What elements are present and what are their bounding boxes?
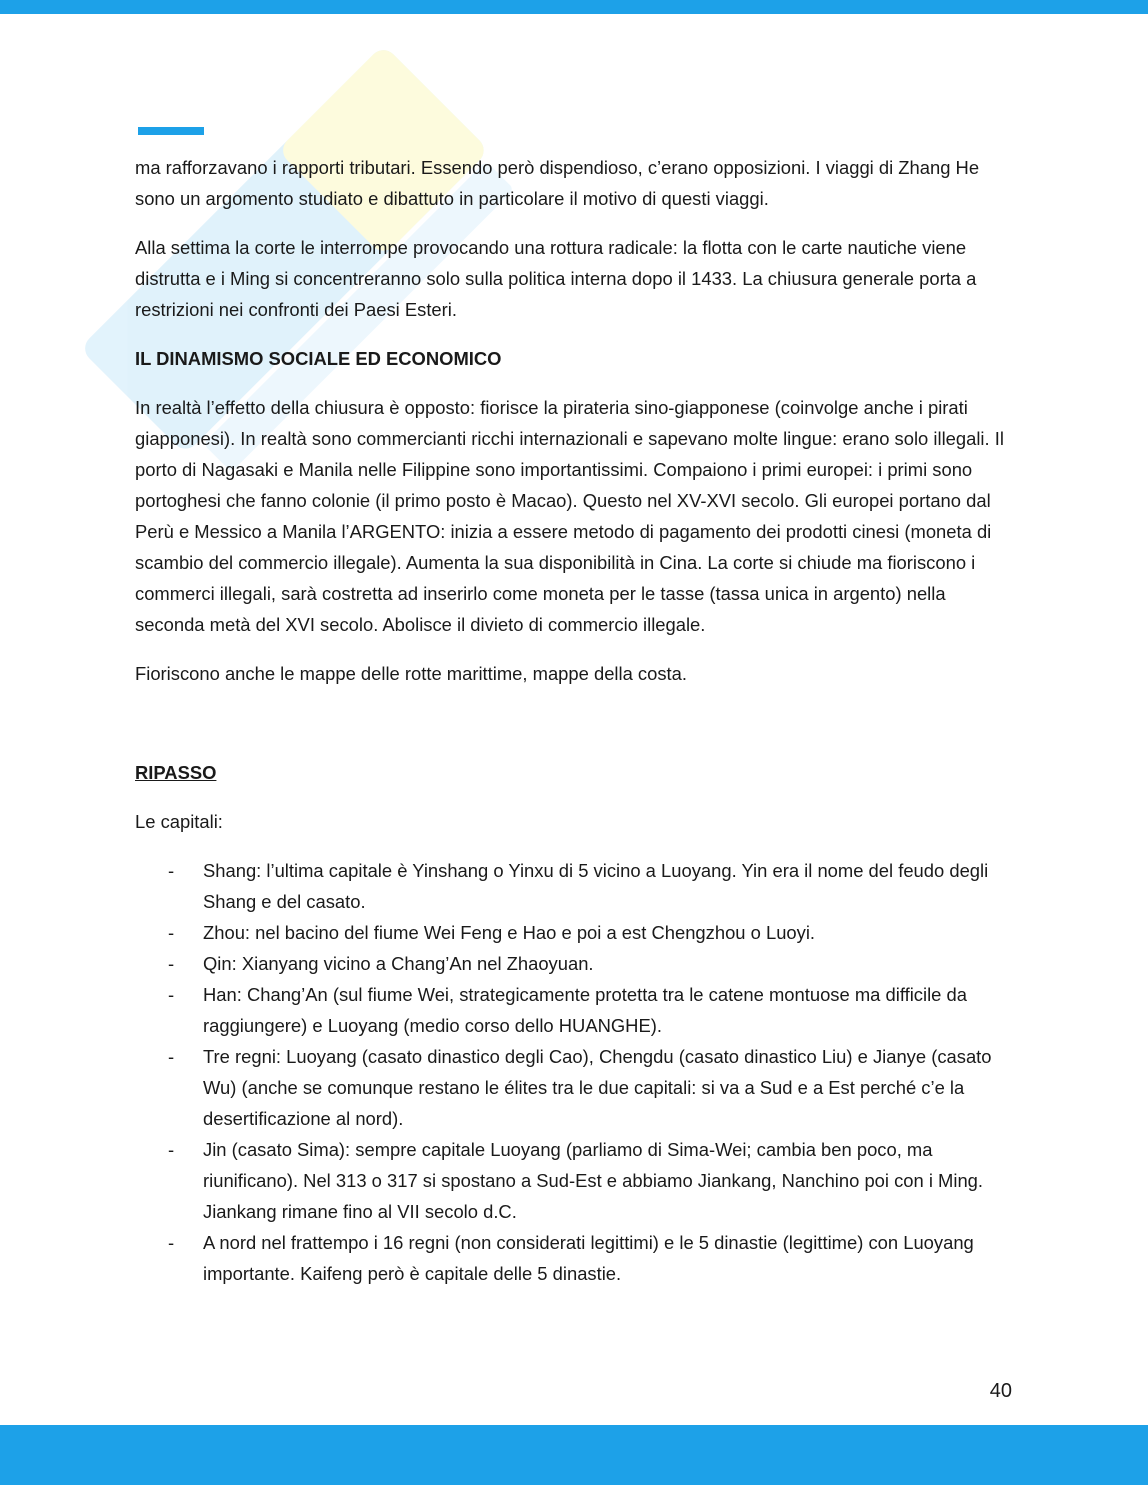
list-bullet: -	[168, 1046, 175, 1067]
list-bullet: -	[168, 922, 175, 943]
list-item-text: Qin: Xianyang vicino a Chang’An nel Zhaoyuan.	[203, 953, 594, 974]
list-bullet: -	[168, 953, 175, 974]
section-accent-dash	[138, 127, 204, 135]
page-number: 40	[989, 1380, 1012, 1402]
list-item-text: Han: Chang’An (sul fiume Wei, strategicamente protetta tra le catene montuose ma difficile da raggiungere) e Luoyang (medio corso dello HUANGHE).	[203, 984, 967, 1036]
list-item	[135, 979, 1015, 1041]
list-item-text: Zhou: nel bacino del fiume Wei Feng e Hao e poi a est Chengzhou o Luoyi.	[203, 922, 816, 943]
spacer	[135, 707, 1015, 757]
bottom-accent-bar	[0, 1425, 1148, 1485]
list-item-text: A nord nel frattempo i 16 regni (non considerati legittimi) e le 5 dinastie (legittime) con Luoyang importante. Kaifeng però è capitale delle 5 dinastie.	[203, 1232, 974, 1284]
list-item-text: Shang: l’ultima capitale è Yinshang o Yinxu di 5 vicino a Luoyang. Yin era il nome del feudo degli Shang e del casato.	[203, 860, 989, 912]
list-bullet: -	[168, 1139, 175, 1160]
list-bullet: -	[168, 984, 175, 1005]
capitals-list	[135, 855, 1015, 1289]
heading-social-economic-dynamism: IL DINAMISMO SOCIALE ED ECONOMICO	[135, 348, 502, 369]
top-accent-bar	[0, 0, 1148, 14]
list-item	[135, 917, 1015, 948]
list-item	[135, 1041, 1015, 1134]
paragraph-maritime-maps: Fioriscono anche le mappe delle rotte marittime, mappe della costa.	[135, 663, 687, 684]
list-item	[135, 948, 1015, 979]
paragraph-fleet-destroyed: Alla settima la corte le interrompe provocando una rottura radicale: la flotta con le carte nautiche viene distrutta e i Ming si concentreranno solo sulla politica interna dopo il 1433. La chiusura generale porta a restrizioni nei confronti dei Paesi Esteri.	[135, 237, 977, 320]
list-item	[135, 1227, 1015, 1289]
paragraph-piracy-silver: In realtà l’effetto della chiusura è opposto: fiorisce la pirateria sino-giapponese (coinvolge anche i pirati giapponesi). In realtà sono commercianti ricchi internazionali e sapevano molte lingue: erano solo illegali. Il porto di Nagasaki e Manila nelle Filippine sono importantissimi. Compaiono i primi europei: i primi sono portoghesi che fanno colonie (il primo posto è Macao). Questo nel XV-XVI secolo. Gli europei portano dal Perù e Messico a Manila l’ARGENTO: inizia a essere metodo di pagamento dei prodotti cinesi (moneta di scambio del commercio illegale). Aumenta la sua disponibilità in Cina. La corte si chiude ma fioriscono i commerci illegali, sarà costretta ad inserirlo come moneta per le tasse (tassa unica in argento) nella seconda metà del XVI secolo. Abolisce il divieto di commercio illegale.	[135, 397, 1004, 635]
list-bullet: -	[168, 860, 175, 881]
list-item-text: Tre regni: Luoyang (casato dinastico degli Cao), Chengdu (casato dinastico Liu) e Jianye (casato Wu) (anche se comunque restano le élites tra le due capitali: si va a Sud e a Est perché c’e la desertificazione al nord).	[203, 1046, 992, 1129]
list-item	[135, 855, 1015, 917]
page-content	[135, 152, 1015, 1289]
list-item-text: Jin (casato Sima): sempre capitale Luoyang (parliamo di Sima-Wei; cambia ben poco, ma riunificano). Nel 313 o 317 si spostano a Sud-Est e abbiamo Jiankang, Nanchino poi con i Ming. Jiankang rimane fino al VII secolo d.C.	[203, 1139, 984, 1222]
list-item	[135, 1134, 1015, 1227]
paragraph-capitals-intro: Le capitali:	[135, 811, 223, 832]
paragraph-tributary-relations: ma rafforzavano i rapporti tributari. Essendo però dispendioso, c’erano opposizioni. I viaggi di Zhang He sono un argomento studiato e dibattuto in particolare il motivo di questi viaggi.	[135, 157, 980, 209]
heading-ripasso: RIPASSO	[135, 762, 217, 783]
list-bullet: -	[168, 1232, 175, 1253]
